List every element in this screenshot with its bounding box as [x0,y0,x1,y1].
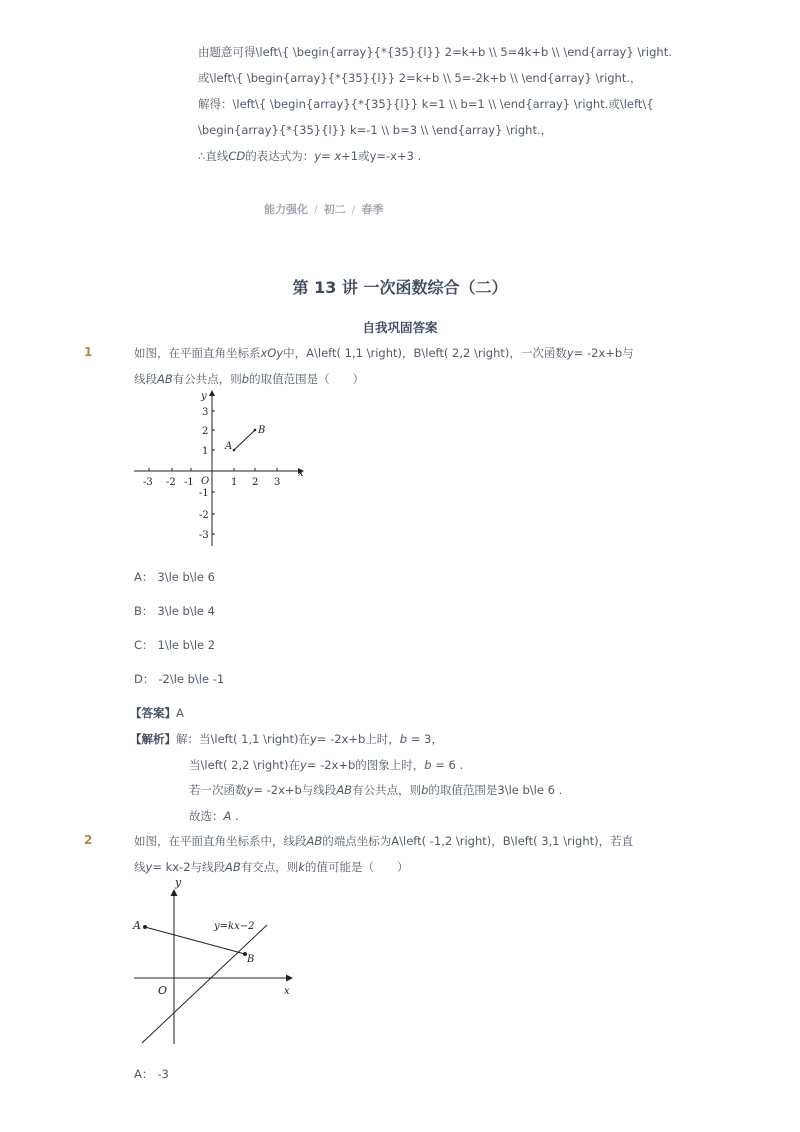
option-label: A： [134,1067,154,1081]
line-label: y=kx−2 [214,921,255,932]
option-label: C： [134,638,154,652]
point-a-label: A [133,919,141,932]
y-axis-label: y [175,876,182,889]
text-run: 如图，在平面直角坐标系 [134,346,261,360]
math-variable: b [399,732,408,746]
x-tick-label: -2 [166,477,176,488]
text-run: 有公共点，则 [352,783,422,797]
q1-option-c [134,637,215,653]
option-text: -2\le b\le -1 [158,672,225,686]
math-variable: xOy [260,346,284,360]
math-variable: A [223,809,232,823]
lesson-title: 第 13 讲 一次函数综合（二） [292,278,508,297]
text-run: = -2x+b上时， [316,732,400,746]
y-tick-label: -1 [199,488,209,499]
text-run: 故选： [189,809,224,823]
math-variable: y [145,860,153,874]
solution-var: y [314,149,322,163]
math-variable: b [424,758,432,772]
q1-stem-line-2 [134,371,364,387]
q1-option-b [134,603,215,619]
solution-line-5 [198,148,421,164]
q1-analysis-line-2 [189,757,463,773]
answer-tag: 【答案】 [130,706,176,720]
solution-line-4: \begin{array}{*{35}{l}} k=-1 \\ b=3 \\ \end{array} \right.， [198,123,553,137]
math-variable: y [309,732,317,746]
q1-stem-line-1 [134,345,634,361]
point-a-label: A [225,441,233,452]
option-text: 3\le b\le 6 [157,570,215,584]
breadcrumb-item: 春季 [361,203,384,216]
text-run: 线 [134,860,146,874]
x-tick-label: 2 [252,477,259,488]
math-variable: y [299,758,307,772]
option-label: D： [134,672,155,686]
text-run: = 6 . [431,758,464,772]
x-axis-label: x [298,468,304,479]
solution-text: +1或y=-x+3 . [341,149,422,163]
q1-analysis-line-3 [189,782,562,798]
math-variable: AB [225,860,241,874]
solution-line-3: 解得：\left\{ \begin{array}{*{35}{l}} k=1 \\ b=1 \\ \end{array} \right.或\left\{ [198,97,654,111]
q2-stem-line-1 [134,833,633,849]
section-title: 自我巩固答案 [362,320,438,335]
breadcrumb-item: 初二 [323,203,346,216]
solution-line-1: 由题意可得\left\{ \begin{array}{*{35}{l}} 2=k+b \\ 5=4k+b \\ \end{array} \right. [198,45,672,59]
y-axis-label: y [201,391,207,402]
text-run: 的值可能是（ ） [304,860,409,874]
text-run: 的端点坐标为A\left( -1,2 \right)，B\left( 3,1 \right)，若直 [322,834,634,848]
q2-coordinate-figure [128,872,298,1047]
option-label: A： [134,570,154,584]
math-variable: k [298,860,305,874]
x-tick-label: 1 [231,477,238,488]
point-b-dot [254,429,257,432]
x-tick-label: -1 [184,477,194,488]
point-a-dot [233,449,236,452]
breadcrumb-separator: / [351,203,356,216]
y-axis-arrow [171,889,178,896]
y-axis-arrow [209,390,215,396]
x-tick-label: -3 [143,477,153,488]
point-a-dot [143,925,147,929]
y-tick-label: -3 [199,530,209,541]
text-run: 中，A\left( 1,1 \right)，B\left( 2,2 \right)，一次函数 [283,346,567,360]
solution-text: = [321,149,335,163]
text-run: . [231,809,239,823]
text-run: = -2x+b的图象上时， [306,758,425,772]
q1-answer [130,705,184,721]
text-run: 线段 [134,372,157,386]
breadcrumb [264,201,383,217]
text-run: 有交点，则 [240,860,299,874]
q2-option-a [134,1066,169,1082]
math-variable: AB [336,783,353,797]
solution-var: CD [228,149,246,163]
q1-option-a [134,569,215,585]
text-run: 解：当\left( 1,1 \right)在 [176,732,310,746]
math-variable: y [246,783,254,797]
text-run: 若一次函数 [189,783,247,797]
text-run: = 3， [407,732,443,746]
q1-coordinate-figure [128,386,308,551]
option-label: B： [134,604,154,618]
text-run: 的取值范围是（ ） [249,372,365,386]
option-text: 3\le b\le 4 [157,604,215,618]
text-run: = -2x+b与 [573,346,634,360]
origin-label: O [158,984,168,997]
breadcrumb-separator: / [314,203,318,216]
question-number: 2 [84,833,93,847]
y-tick-label: 1 [202,446,209,457]
text-run: = kx-2与线段 [152,860,226,874]
solution-line-2: 或\left\{ \begin{array}{*{35}{l}} 2=k+b \\ 5=-2k+b \\ \end{array} \right.， [198,71,642,85]
solution-text: 的表达式为： [245,149,315,163]
point-b-label: B [258,425,266,436]
text-run: 的取值范围是3\le b\le 6 . [428,783,563,797]
option-text: -3 [157,1067,169,1081]
question-number: 1 [84,345,93,359]
analysis-tag: 【解析】 [130,732,176,746]
analysis-text [176,732,443,746]
segment-ab [234,430,255,450]
breadcrumb-item: 能力强化 [264,203,308,216]
text-run: 有公共点，则 [172,372,242,386]
y-tick-label: 3 [202,407,209,418]
y-tick-label: -2 [199,510,209,521]
option-text: 1\le b\le 2 [157,638,216,652]
answer-value: A [176,706,184,720]
solution-text: ∴直线 [198,149,229,163]
text-run: = -2x+b与线段 [253,783,337,797]
math-variable: AB [157,372,173,386]
math-variable: b [241,372,250,386]
point-b-label: B [247,954,255,965]
math-variable: y [566,346,574,360]
math-variable: AB [306,834,323,848]
q1-analysis-line-1 [130,731,443,747]
text-run: 如图，在平面直角坐标系中，线段 [134,834,307,848]
x-axis-arrow [286,975,293,982]
y-tick-label: 2 [202,426,209,437]
q1-option-d [134,671,224,687]
x-tick-label: 3 [274,477,281,488]
math-variable: b [421,783,429,797]
x-axis-label: x [284,986,290,997]
text-run: 当\left( 2,2 \right)在 [189,758,300,772]
origin-label: O [201,476,210,487]
q1-analysis-line-4 [189,808,239,824]
solution-var: x [334,149,342,163]
